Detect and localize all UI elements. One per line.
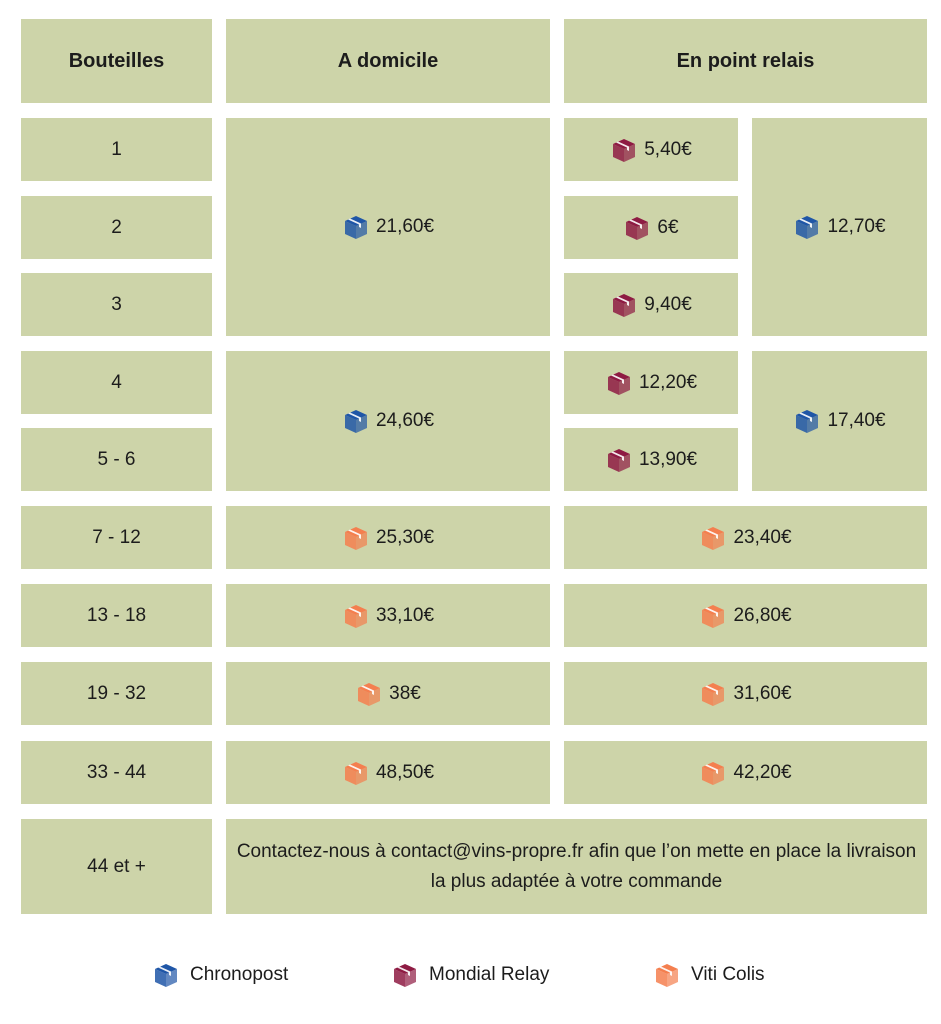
viti-colis-box-icon [355, 680, 383, 708]
header-bottles-label: Bouteilles [68, 49, 165, 72]
bottles-row-4 [21, 351, 212, 414]
bottles-row-33-44 [21, 741, 212, 804]
price-value: 48,50€ [375, 761, 435, 783]
price-value: 21,60€ [375, 216, 435, 237]
viti-colis-box-icon [653, 961, 681, 989]
chrono-relay-price-4-6 [752, 351, 927, 491]
bottles-label: 19 - 32 [86, 682, 147, 704]
bottles-label: 13 - 18 [86, 604, 147, 626]
bottles-row-3 [21, 273, 212, 336]
price-value: 25,30€ [375, 526, 435, 548]
bottles-label: 33 - 44 [86, 761, 147, 783]
mondial-price-2 [564, 196, 738, 259]
price-value: 13,90€ [638, 448, 698, 470]
home-price-33-44 [226, 741, 550, 804]
price-value: 24,60€ [375, 410, 435, 431]
viti-colis-box-icon [699, 524, 727, 552]
home-price-1-3 [226, 118, 550, 336]
header-home-label: A domicile [337, 49, 439, 72]
chronopost-box-icon [793, 407, 821, 435]
home-price-7-12 [226, 506, 550, 569]
chronopost-box-icon [342, 407, 370, 435]
bottles-row-19-32 [21, 662, 212, 725]
contact-note [226, 819, 927, 914]
bottles-label: 3 [111, 293, 122, 315]
price-value: 31,60€ [733, 682, 792, 704]
bottles-label: 4 [111, 371, 122, 393]
price-value: 38€ [389, 682, 421, 704]
bottles-row-13-18 [21, 584, 212, 647]
bottles-label: 7 - 12 [92, 526, 141, 548]
mondial-relay-box-icon [605, 369, 633, 397]
home-price-13-18 [226, 584, 550, 647]
legend-mondial-relay [391, 958, 549, 992]
legend-label: Viti Colis [691, 964, 765, 985]
legend-label: Chronopost [190, 964, 289, 985]
price-value: 23,40€ [733, 526, 792, 548]
viti-colis-box-icon [699, 680, 727, 708]
viti-relay-price-13-18 [564, 584, 927, 647]
contact-note-text: Contactez-nous à contact@vins-propre.fr afin que l’on mette en place la livraison la plus adaptée à votre commande [236, 840, 917, 892]
mondial-relay-box-icon [605, 446, 633, 474]
price-value: 5,40€ [644, 138, 692, 160]
bottles-label: 5 - 6 [97, 448, 136, 470]
home-price-19-32 [226, 662, 550, 725]
mondial-price-5-6 [564, 428, 738, 491]
header-relay-label: En point relais [676, 49, 815, 72]
price-value: 33,10€ [375, 604, 435, 626]
price-value: 17,40€ [827, 410, 886, 431]
price-value: 9,40€ [644, 293, 692, 315]
bottles-row-1 [21, 118, 212, 181]
header-bottles [21, 19, 212, 103]
mondial-relay-box-icon [391, 961, 419, 989]
bottles-row-7-12 [21, 506, 212, 569]
bottles-row-2 [21, 196, 212, 259]
viti-relay-price-33-44 [564, 741, 927, 804]
chronopost-box-icon [152, 961, 180, 989]
legend-viti-colis [653, 958, 765, 992]
bottles-row-5-6 [21, 428, 212, 491]
home-price-4-6 [226, 351, 550, 491]
legend-label: Mondial Relay [429, 964, 550, 985]
mondial-relay-box-icon [610, 291, 638, 319]
header-relay [564, 19, 927, 103]
mondial-price-3 [564, 273, 738, 336]
bottles-label: 1 [111, 138, 122, 160]
bottles-label: 44 et + [87, 855, 146, 877]
price-value: 42,20€ [733, 761, 792, 783]
price-value: 6€ [657, 216, 679, 238]
bottles-row-44-plus [21, 819, 212, 914]
price-value: 12,70€ [827, 216, 886, 237]
mondial-price-1 [564, 118, 738, 181]
viti-colis-box-icon [342, 602, 370, 630]
price-value: 26,80€ [733, 604, 792, 626]
viti-colis-box-icon [342, 759, 370, 787]
legend-chronopost [152, 958, 288, 992]
header-home [226, 19, 550, 103]
mondial-relay-box-icon [623, 214, 651, 242]
viti-relay-price-19-32 [564, 662, 927, 725]
bottles-label: 2 [111, 216, 122, 238]
mondial-relay-box-icon [610, 136, 638, 164]
mondial-price-4 [564, 351, 738, 414]
chronopost-box-icon [793, 213, 821, 241]
viti-relay-price-7-12 [564, 506, 927, 569]
viti-colis-box-icon [342, 524, 370, 552]
chrono-relay-price-1-3 [752, 118, 927, 336]
chronopost-box-icon [342, 213, 370, 241]
price-value: 12,20€ [638, 371, 698, 393]
viti-colis-box-icon [699, 759, 727, 787]
viti-colis-box-icon [699, 602, 727, 630]
